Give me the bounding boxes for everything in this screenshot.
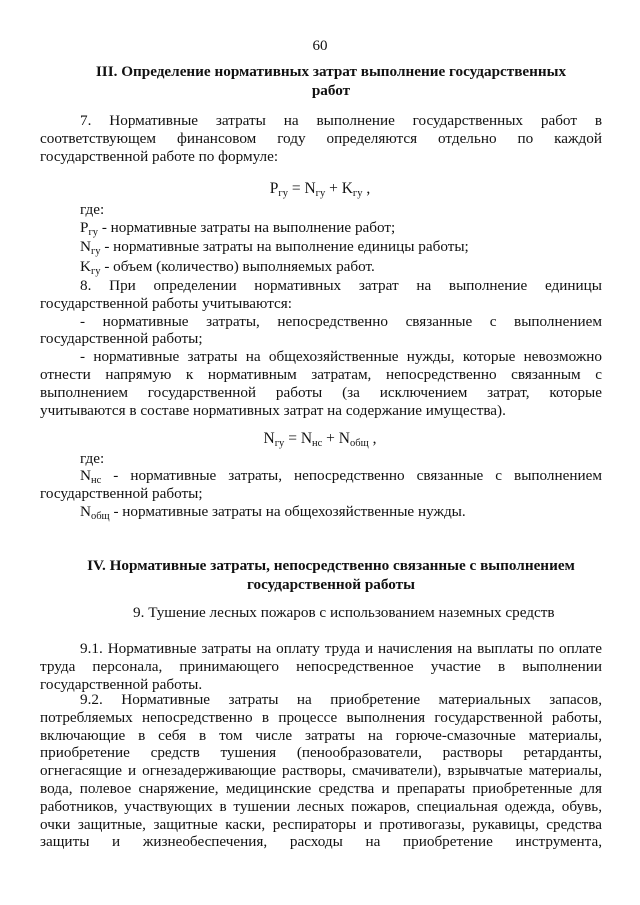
definition-p-gu-symbol: P xyxy=(80,219,89,236)
paragraph-9-2 xyxy=(40,691,602,851)
definition-p-gu xyxy=(80,219,395,237)
paragraph-9-2-line-4: приобретение средств тушения (пенообразователи, растворы ретарданты, xyxy=(40,744,602,762)
paragraph-8-line-3: - нормативные затраты, непосредственно связанные с выполнением xyxy=(80,312,602,330)
subsection-9-heading: 9. Тушение лесных пожаров с использованием наземных средств xyxy=(133,604,555,621)
formula-1 xyxy=(0,180,640,198)
formula-2-eq: = xyxy=(284,430,301,447)
paragraph-9-2-line-1: 9.2. Нормативные затраты на приобретение материальных запасов, xyxy=(80,691,602,708)
definition-n-nc-symbol: N xyxy=(80,467,91,484)
paragraph-9-2-line-7: работников, участвующих в тушении лесных пожаров, специальная одежда, обувь, xyxy=(40,797,602,815)
section-4-heading xyxy=(40,556,622,594)
definition-n-nc-line-2: государственной работы; xyxy=(40,484,203,502)
definition-n-obshch-text: - нормативные затраты на общехозяйственные нужды. xyxy=(109,503,466,520)
formula-1-plus: + xyxy=(325,180,342,197)
definition-n-gu-symbol: N xyxy=(80,238,91,255)
formula-1-lhs: P xyxy=(269,180,279,197)
paragraph-8-line-4: государственной работы; xyxy=(40,330,203,348)
paragraph-9-1-line-1: 9.1. Нормативные затраты на оплату труда и начисления на выплаты по оплате xyxy=(80,640,602,657)
definition-n-obshch xyxy=(80,503,466,521)
formula-1-lhs-sub: гу xyxy=(278,188,288,199)
formula-2-term-1-sub: нс xyxy=(312,438,323,449)
definition-k-gu xyxy=(80,258,375,276)
section-3-heading-line-2: работ xyxy=(311,82,351,99)
paragraph-8-line-2: государственной работы учитываются: xyxy=(40,294,292,312)
definition-n-gu xyxy=(80,238,469,256)
paragraph-9-1-line-3: государственной работы. xyxy=(40,675,203,693)
formula-2-tail: , xyxy=(368,430,377,447)
definition-n-obshch-symbol: N xyxy=(80,503,91,520)
formula-2-plus: + xyxy=(322,430,339,447)
formula-1-term-2-sub: гу xyxy=(352,188,363,199)
paragraph-8 xyxy=(40,277,602,419)
paragraph-7 xyxy=(40,112,602,165)
formula-2-lhs: N xyxy=(263,430,275,447)
formula-1-eq: = xyxy=(287,180,305,197)
section-3-heading xyxy=(40,62,622,100)
definition-n-nc-text: - нормативные затраты, непосредственно связанные с выполнением xyxy=(101,467,602,484)
definition-p-gu-sub: гу xyxy=(88,227,99,238)
definition-k-gu-text: - объем (количество) выполняемых работ. xyxy=(100,258,375,275)
where-label-2: где: xyxy=(80,450,105,467)
formula-1-tail: , xyxy=(362,180,371,197)
paragraph-9-2-line-6: вода, полевое снаряжение, медицинские средства и препараты приобретенные для xyxy=(40,779,602,797)
paragraph-8-line-7: выполнением государственной работы (за исключением затрат, которые xyxy=(40,383,602,401)
paragraph-7-line-3: государственной работе по формуле: xyxy=(40,147,279,165)
paragraph-7-line-2: соответствующем финансовом году определяются отдельно по каждой xyxy=(40,129,602,147)
formula-2-term-2-sub: общ xyxy=(350,438,369,449)
paragraph-7-line-1: 7. Нормативные затраты на выполнение государственных работ в xyxy=(80,112,602,129)
paragraph-9-2-line-5: огнегасящие и огнезадерживающие растворы, смачиватели), взрывчатые материалы, xyxy=(40,762,602,780)
formula-1-term-1-sub: гу xyxy=(315,188,326,199)
formula-1-term-1: N xyxy=(304,180,316,197)
definition-n-obshch-sub: общ xyxy=(90,511,110,522)
where-label-1: где: xyxy=(80,201,105,218)
section-4-heading-line-2: государственной работы xyxy=(247,576,415,593)
paragraph-9-2-line-9: защиты и жизнеобеспечения, расходы на приобретение инструмента, xyxy=(40,833,602,851)
definition-n-nc-line-1 xyxy=(40,467,602,485)
paragraph-8-line-6: отнести напрямую к нормативным затратам, непосредственно связанным с xyxy=(40,365,602,383)
paragraph-9-2-line-2: потребляемых непосредственно в процессе выполнения государственной работы, xyxy=(40,708,602,726)
formula-2 xyxy=(0,430,640,448)
paragraph-8-line-5: - нормативные затраты на общехозяйственные нужды, которые невозможно xyxy=(80,348,602,366)
formula-2-term-2: N xyxy=(338,430,350,447)
definition-k-gu-symbol: K xyxy=(80,258,91,275)
formula-2-lhs-sub: гу xyxy=(274,438,285,449)
paragraph-9-2-line-8: очки защитные, защитные каски, респираторы и противогазы, рукавицы, средства xyxy=(40,815,602,833)
formula-1-term-2: K xyxy=(341,180,353,197)
paragraph-9-1 xyxy=(40,640,602,693)
section-3-heading-line-1: III. Определение нормативных затрат выполнение государственных xyxy=(95,63,567,80)
definition-n-gu-sub: гу xyxy=(90,246,101,257)
section-4-heading-line-1: IV. Нормативные затраты, непосредственно связанные с выполнением xyxy=(87,557,575,574)
page-number: 60 xyxy=(312,38,328,54)
definition-n-gu-text: - нормативные затраты на выполнение единицы работы; xyxy=(100,238,469,255)
formula-2-term-1: N xyxy=(300,430,313,447)
definition-n-nc xyxy=(40,467,602,503)
definition-k-gu-sub: гу xyxy=(90,266,101,277)
paragraph-8-line-8: учитываются в составе нормативных затрат на содержание имущества). xyxy=(40,401,506,419)
paragraph-8-line-1: 8. При определении нормативных затрат на выполнение единицы xyxy=(80,277,602,294)
definition-p-gu-text: - нормативные затраты на выполнение работ; xyxy=(98,219,396,236)
paragraph-9-1-line-2: труда персонала, принимающего непосредственное участие в выполнении xyxy=(40,657,602,675)
paragraph-9-2-line-3: включающие в себя в том числе затраты на горюче-смазочные материалы, xyxy=(40,726,602,744)
definition-n-nc-sub: нс xyxy=(90,475,102,486)
